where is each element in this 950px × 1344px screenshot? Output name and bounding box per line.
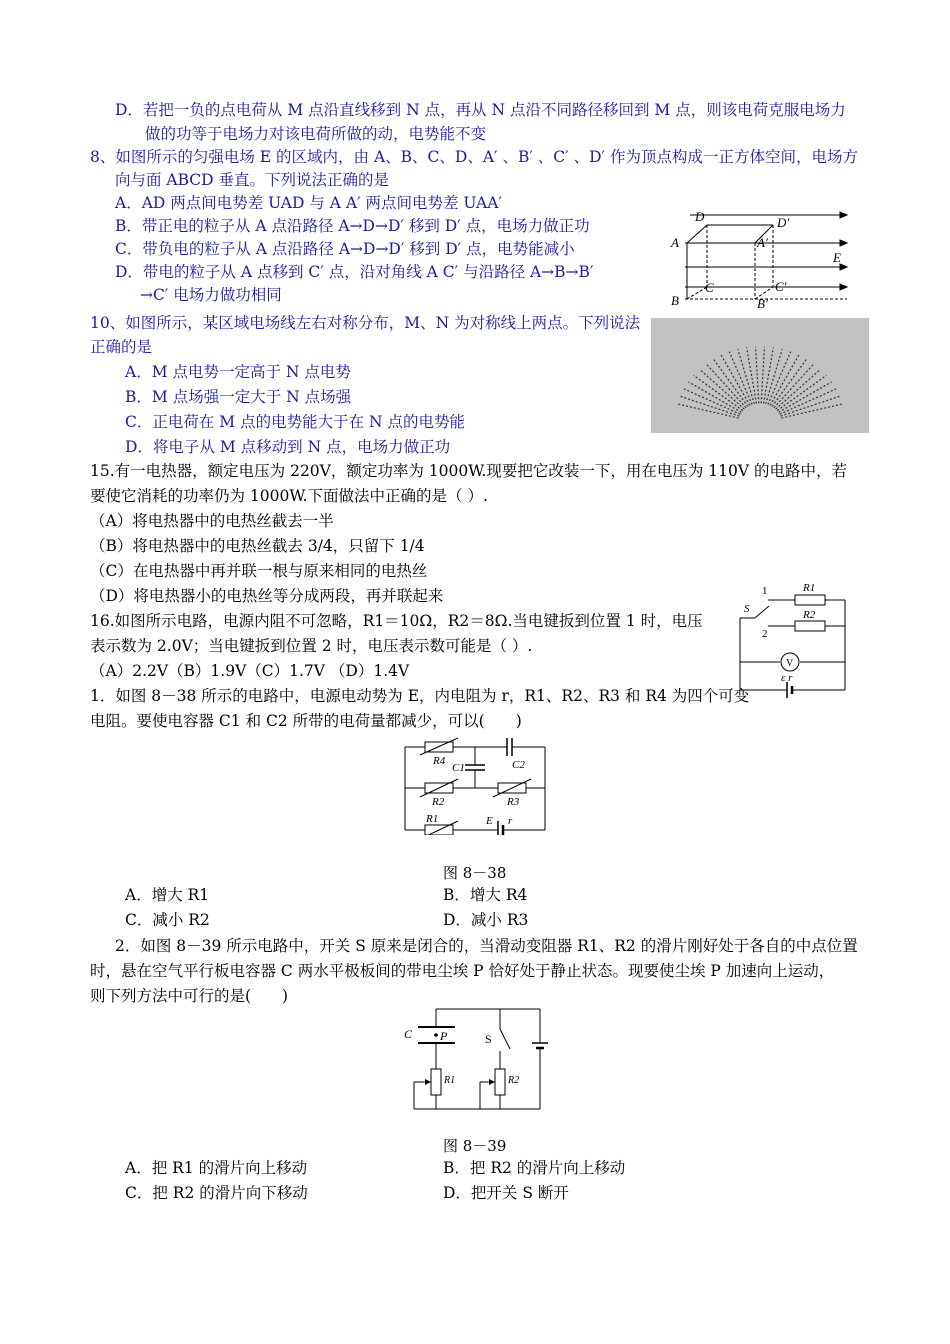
cube-label-c: C xyxy=(705,280,714,295)
q1-option-b: B．增大 R4 xyxy=(443,886,528,904)
figure-8-38-caption: 图 8－38 xyxy=(443,864,507,882)
cube-label-c-prime: C′ xyxy=(775,279,787,294)
label-r3: R3 xyxy=(507,796,520,808)
figure-8-39-caption: 图 8－39 xyxy=(443,1137,507,1155)
cube-label-a: A xyxy=(671,235,679,250)
q15-stem-line1: 15.有一电热器，额定电压为 220V，额定功率为 1000W.现要把它改装一下，用在电压为 110V 的电路中，若 xyxy=(90,462,848,480)
q16-options: （A）2.2V（B）1.9V（C）1.7V （D）1.4V xyxy=(90,662,410,680)
label-r1: R1 xyxy=(426,813,439,825)
figure-8-39-circuit xyxy=(400,1003,550,1118)
q8-option-d-line1: D．带电的粒子从 A 点移到 C′ 点，沿对角线 A C′ 与沿路径 A→B→B′ xyxy=(115,263,594,281)
cube-label-d-prime: D′ xyxy=(777,215,790,230)
q10-option-d: D．将电子从 M 点移动到 N 点，电场力做正功 xyxy=(125,438,451,456)
q1-option-d: D．减小 R3 xyxy=(443,911,529,929)
q2-stem-line3: 则下列方法中可行的是( ) xyxy=(90,987,289,1005)
label-switch-s: S xyxy=(485,1032,492,1046)
q2-option-c: C．把 R2 的滑片向下移动 xyxy=(125,1184,308,1202)
q15-option-d: （D）将电热器小的电热丝等分成两段，再并联起来 xyxy=(90,587,444,605)
voltmeter-label: V xyxy=(786,658,794,669)
resistor-label-r2: R2 xyxy=(803,609,816,621)
label-r: r xyxy=(508,815,513,827)
q2-option-b: B．把 R2 的滑片向上移动 xyxy=(443,1159,626,1177)
q10-option-c: C．正电荷在 M 点的电势能大于在 N 点的电势能 xyxy=(125,413,466,431)
q15-option-c: （C）在电热器中再并联一根与原来相同的电热丝 xyxy=(90,562,428,580)
q2-option-d: D．把开关 S 断开 xyxy=(443,1184,569,1202)
q10-stem-line2: 正确的是 xyxy=(90,338,153,356)
q8-stem-line1: 8、如图所示的匀强电场 E 的区域内，由 A、B、C、D、A′ 、B′ 、C′ 、D′ 作为顶点构成一正方体空间，电场方 xyxy=(90,148,858,166)
q16-circuit xyxy=(735,580,855,700)
switch-pos-1: 1 xyxy=(762,585,768,597)
switch-pos-2: 2 xyxy=(762,628,768,640)
q15-option-b: （B）将电热器中的电热丝截去 3/4，只留下 1/4 xyxy=(90,537,425,555)
q16-stem-line1: 16.如图所示电路，电源内阻不可忽略，R1＝10Ω，R2＝8Ω.当电键扳到位置 1 时，电压 xyxy=(90,612,703,630)
q7-option-d-line1: D．若把一负的点电荷从 M 点沿直线移到 N 点，再从 N 点沿不同路径移回到 M 点，则该电荷克服电场力 xyxy=(115,101,846,119)
label-r2: R2 xyxy=(432,796,445,808)
emf-label: ε r xyxy=(781,672,793,684)
label-e: E xyxy=(486,815,493,827)
q2-option-a: A．把 R1 的滑片向上移动 xyxy=(125,1159,308,1177)
q7-option-d-line2: 做的功等于电场力对该电荷所做的动，电势能不变 xyxy=(145,125,487,143)
q1-option-c: C．减小 R2 xyxy=(125,911,210,929)
q8-option-a: A．AD 两点间电势差 UAD 与 A A′ 两点间电势差 UAA′ xyxy=(115,194,502,212)
field-label-e: E xyxy=(833,250,841,265)
label-r4: R4 xyxy=(433,755,446,767)
label-r1: R1 xyxy=(444,1075,456,1086)
q10-option-a: A．M 点电势一定高于 N 点电势 xyxy=(125,363,351,381)
q10-stem-line1: 10、如图所示，某区域电场线左右对称分布，M、N 为对称线上两点。下列说法 xyxy=(90,314,641,332)
cube-label-b: B xyxy=(671,293,679,308)
cube-field-figure xyxy=(665,205,855,310)
cube-label-a-prime: A′ xyxy=(757,235,768,250)
q1-stem-line1: 1．如图 8－38 所示的电路中，电源电动势为 E，内电阻为 r，R1、R2、R3 和 R4 为四个可变 xyxy=(90,687,750,705)
q8-stem-line2: 向与面 ABCD 垂直。下列说法正确的是 xyxy=(115,171,390,189)
resistor-label-r1: R1 xyxy=(803,582,816,594)
label-capacitor-c: C xyxy=(404,1027,413,1041)
figure-8-38-circuit xyxy=(400,735,550,835)
q15-stem-line2: 要使它消耗的功率仍为 1000W.下面做法中正确的是（ ）. xyxy=(90,487,488,505)
q8-option-b: B．带正电的粒子从 A 点沿路径 A→D→D′ 移到 D′ 点，电场力做正功 xyxy=(115,217,590,235)
label-dust-p: P xyxy=(440,1029,448,1043)
label-c1: C1 xyxy=(452,762,465,774)
q1-stem-line2: 电阻。要使电容器 C1 和 C2 所带的电荷量都减少，可以( ) xyxy=(90,712,522,730)
q2-stem-line2: 时，悬在空气平行板电容器 C 两水平极板间的带电尘埃 P 恰好处于静止状态。现要使尘埃 P 加速向上运动， xyxy=(90,962,835,980)
q16-stem-line2: 表示数为 2.0V；当电键扳到位置 2 时，电压表示数可能是（ ）. xyxy=(90,637,533,655)
cube-label-d: D xyxy=(695,209,705,224)
cube-label-b-prime: B′ xyxy=(757,296,768,310)
q2-stem-line1: 2．如图 8－39 所示电路中，开关 S 原来是闭合的，当滑动变阻器 R1、R2 的滑片刚好处于各自的中点位置 xyxy=(115,937,858,955)
q15-option-a: （A）将电热器中的电热丝截去一半 xyxy=(90,512,334,530)
label-r2: R2 xyxy=(508,1075,520,1086)
q8-option-c: C．带负电的粒子从 A 点沿路径 A→D→D′ 移到 D′ 点，电势能减小 xyxy=(115,240,575,258)
switch-label-s: S xyxy=(744,603,750,615)
label-c2: C2 xyxy=(512,759,525,771)
field-lines-photo xyxy=(651,318,869,433)
q10-option-b: B．M 点场强一定大于 N 点场强 xyxy=(125,388,352,406)
q8-option-d-line2: →C′ 电场力做功相同 xyxy=(140,286,282,304)
q1-option-a: A．增大 R1 xyxy=(125,886,210,904)
